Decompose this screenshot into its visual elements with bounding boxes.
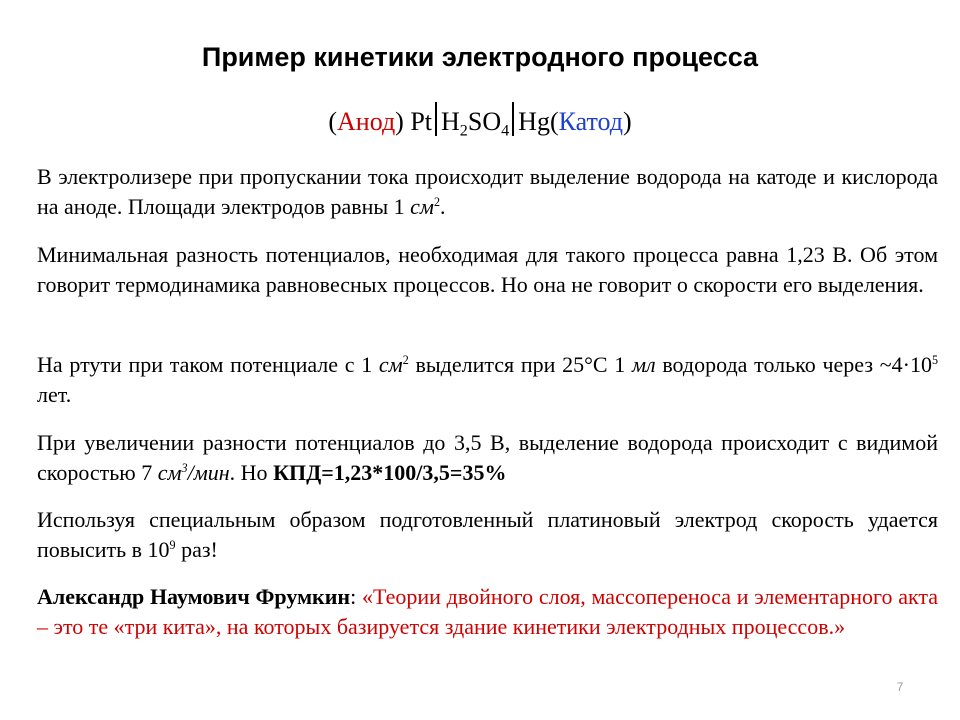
- page-number: 7: [896, 680, 904, 694]
- p1-unit-sup: 2: [433, 195, 441, 210]
- electrolyte-h: H: [441, 107, 460, 136]
- phase-boundary-right: [512, 102, 514, 136]
- p1-unit: см: [410, 194, 434, 219]
- anode-label: Анод: [337, 107, 396, 136]
- p4-unit-sup: 3: [181, 461, 188, 476]
- p3-unit-1: см: [378, 352, 403, 377]
- p3-text-2: выделится при 25°С 1: [408, 352, 632, 377]
- scheme-pt: ) Pt: [395, 107, 433, 136]
- p5-exponent: 9: [169, 538, 176, 553]
- slide-title: Пример кинетики электродного процесса: [201, 42, 759, 72]
- paragraph-mercury: [37, 350, 938, 410]
- electrolyte-h-sub: 2: [459, 122, 468, 140]
- frumkin-quote: «Теории двойного слоя, массопереноса и элементарного акта – это те «три кита», на которых базируется здание кинетики электродных процессов.»: [37, 584, 939, 639]
- p3-unit-1-sup: 2: [402, 353, 409, 368]
- paragraph-efficiency: [37, 428, 938, 488]
- cathode-label: Катод: [558, 107, 623, 136]
- paragraph-electrolysis: [37, 162, 938, 222]
- phase-boundary-left: [435, 102, 437, 136]
- paragraph-platinum: [37, 505, 938, 565]
- p5-text-2: раз!: [175, 537, 218, 562]
- p4-unit: [158, 460, 230, 485]
- p4-text-2: . Но: [229, 460, 274, 485]
- electrochemical-cell-scheme: [0, 102, 960, 139]
- scheme-close-paren: ): [622, 107, 632, 136]
- paragraph-frumkin-quote: [37, 582, 938, 642]
- efficiency-formula: КПД=1,23*100/3,5=35%: [273, 460, 507, 485]
- electrolyte-so-sub: 4: [501, 122, 510, 140]
- p3-exponent: 5: [931, 353, 938, 368]
- scheme-hg: Hg(: [518, 107, 559, 136]
- p1-text: В электролизере при пропускании тока происходит выделение водорода на катоде и кислорода на аноде. Площади электродов равны 1: [37, 164, 938, 219]
- p3-unit-2: мл: [631, 352, 656, 377]
- p5-text-1: Используя специальным образом подготовленный платиновый электрод скорость удается повысить в 10: [37, 507, 938, 562]
- p4-unit-rest: /мин: [187, 460, 230, 485]
- p1-end: .: [440, 194, 446, 219]
- quote-colon: :: [350, 584, 362, 609]
- frumkin-name: Александр Наумович Фрумкин: [37, 584, 351, 609]
- p3-text-3: водорода только через ~4·10: [655, 352, 932, 377]
- scheme-open-paren: (: [328, 107, 337, 136]
- paragraph-min-potential: Минимальная разность потенциалов, необходимая для такого процесса равна 1,23 В. Об этом говорит термодинамика равновесных процессов. Но она не говорит о скорости его выделения.: [37, 242, 938, 297]
- p3-text-1: На ртути при таком потенциале с 1: [37, 352, 379, 377]
- p4-text-1: При увеличении разности потенциалов до 3,5 В, выделение водорода происходит с видимой скоростью 7: [37, 430, 938, 485]
- p3-text-4: лет.: [37, 382, 72, 407]
- p4-unit-base: см: [157, 460, 182, 485]
- electrolyte-so: SO: [467, 107, 502, 136]
